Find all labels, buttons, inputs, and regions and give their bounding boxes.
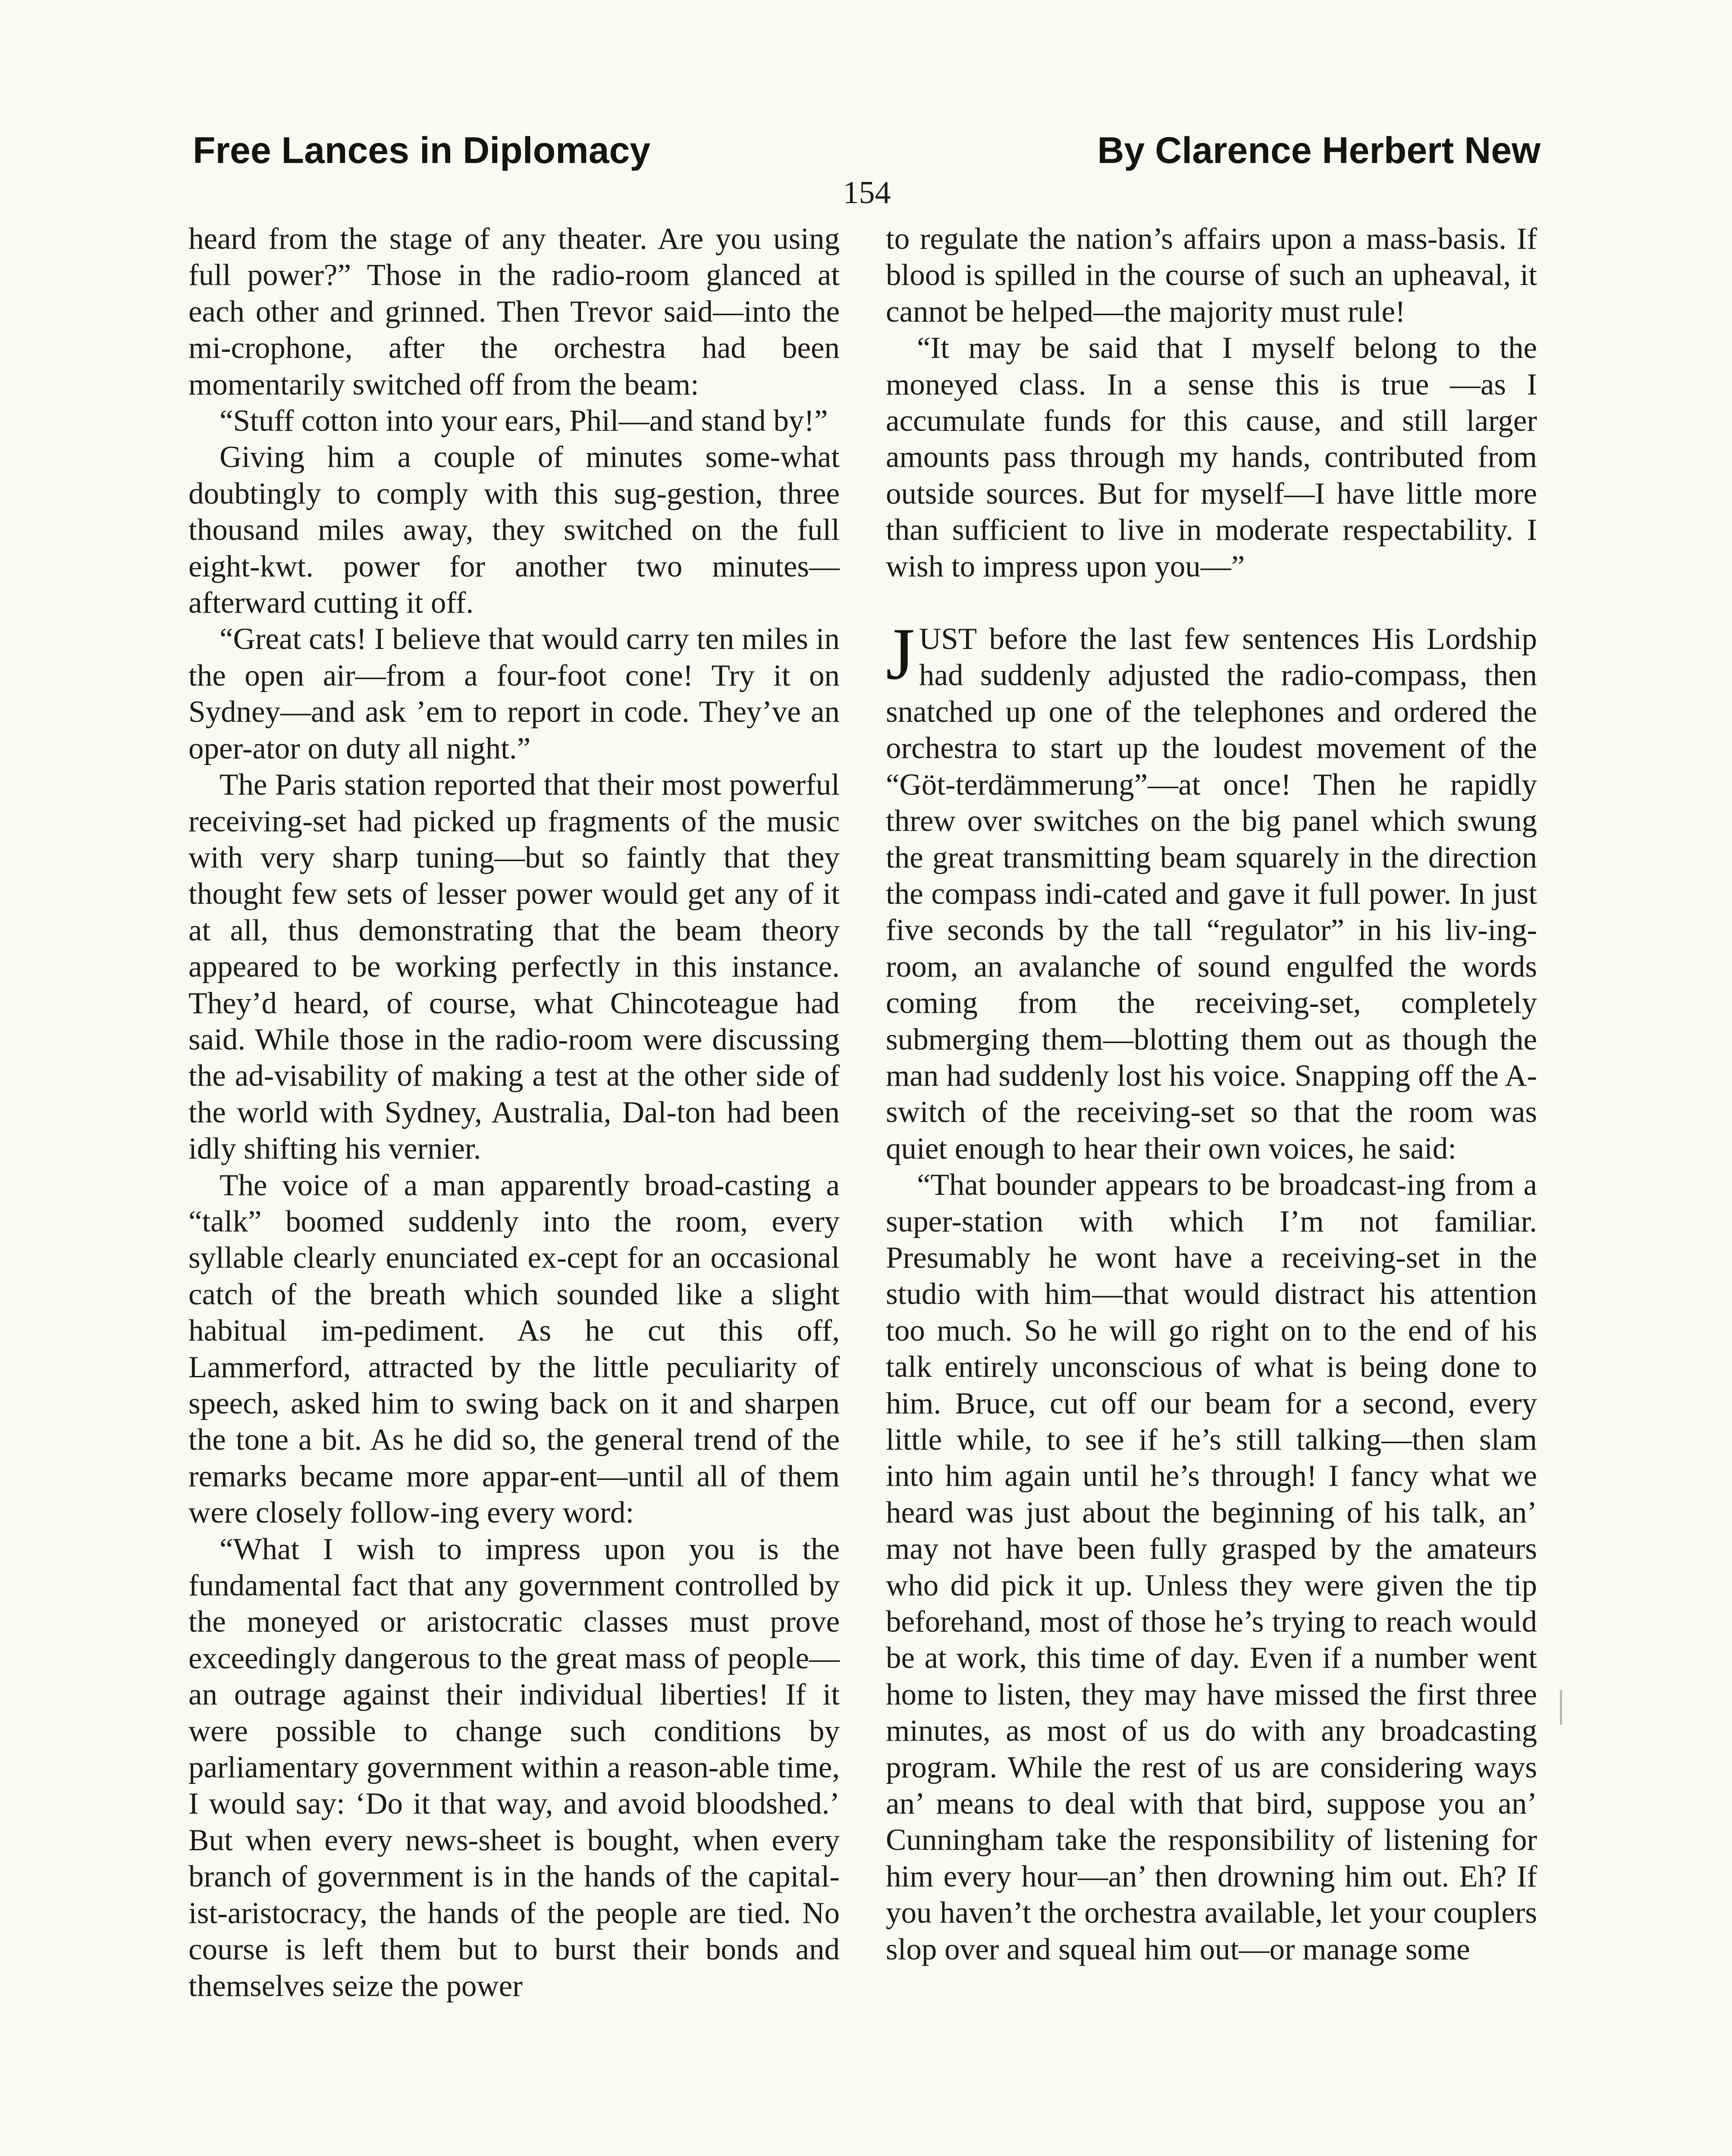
section-paragraph [886,613,1537,1167]
paragraph: “What I wish to impress upon you is the fundamental fact that any government controlled by the moneyed or aristocratic classes must prove exceedingly dangerous to the great mass of people—an outrage against their individual liberties! If it were possible to change such conditions by parliamentary government within a reason-able time, I would say: ‘Do it that way, and avoid bloodshed.’ But when every news-sheet is bought, when every branch of government is in the hands of the capital-ist-aristocracy, the hands of the people are tied. No course is left them but to burst their bonds and themselves seize the power [188,1532,840,2003]
paragraph: heard from the stage of any theater. Are you using full power?” Those in the radio-room glanced at each other and grinned. Then Trevor said—into the mi-crophone, after the orchestra had been momentarily switched off from the beam: [188,222,840,401]
running-head [193,129,1541,172]
author-byline: By Clarence Herbert New [1097,130,1541,171]
story-title: Free Lances in Diplomacy [193,130,651,171]
left-column [188,221,840,2004]
paragraph: “Great cats! I believe that would carry ten miles in the open air—from a four-foot cone! Try it on Sydney—and ask ’em to report in code. They’ve an oper-ator on duty all night.” [188,622,840,765]
paragraph: “It may be said that I myself belong to the moneyed class. In a sense this is true —as I accumulate funds for this cause, and still larger amounts pass through my hands, contributed from outside sources. But for myself—I have little more than sufficient to live in moderate respectability. I wish to impress upon you—” [886,331,1537,583]
print-mark [1560,1690,1562,1725]
paragraph: Giving him a couple of minutes some-what doubtingly to comply with this sug-gestion, three thousand miles away, they switched on the full eight-kwt. power for another two minutes—afterward cutting it off. [188,440,840,620]
paragraph: The voice of a man apparently broad-casting a “talk” boomed suddenly into the room, every syllable clearly enunciated ex-cept for an occasional catch of the breath which sounded like a slight habitual im-pediment. As he cut this off, Lammerford, attracted by the little peculiarity of speech, asked him to swing back on it and sharpen the tone a bit. As he did so, the general trend of the remarks became more appar-ent—until all of them were closely follow-ing every word: [188,1168,840,1530]
paragraph: to regulate the nation’s affairs upon a mass-basis. If blood is spilled in the course of such an upheaval, it cannot be helped—the majority must rule! [886,222,1537,329]
paragraph: The Paris station reported that their most powerful receiving-set had picked up fragments of the music with very sharp tuning—but so faintly that they thought few sets of lesser power would get any of it at all, thus demonstrating that the beam theory appeared to be working perfectly in this instance. They’d heard, of course, what Chincoteague had said. While those in the radio-room were discussing the ad-visability of making a test at the other side of the world with Sydney, Australia, Dal-ton had been idly shifting his vernier. [188,768,840,1166]
drop-cap: J [886,613,915,696]
paragraph-text: before the last few sentences His Lordship had suddenly adjusted the radio-compass, then snatched up one of the telephones and ordered the orchestra to start up the loudest movement of the “Göt-terdämmerung”—at once! Then he rapidly threw over switches on the big panel which swung the great transmitting beam squarely in the direction the compass indi-cated and gave it full power. In just five seconds by the tall “regulator” in his liv-ing-room, an avalanche of sound engulfed the words coming from the receiving-set, completely submerging them—blotting them out as though the man had suddenly lost his voice. Snapping off the A-switch of the receiving-set so that the room was quiet enough to hear their own voices, he said: [886,622,1537,1166]
right-column [886,221,1537,1968]
small-caps-lead: UST [919,622,977,656]
page-number: 154 [843,175,891,210]
paragraph: “That bounder appears to be broadcast-ing from a super-station with which I’m not familiar. Presumably he wont have a receiving-set in the studio with him—that would distract his attention too much. So he will go right on to the end of his talk entirely unconscious of what is being done to him. Bruce, cut off our beam for a second, every little while, to see if he’s still talking—then slam into him again until he’s through! I fancy what we heard was just about the beginning of his talk, an’ may not have been fully grasped by the amateurs who did pick it up. Unless they were given the tip beforehand, most of those he’s trying to reach would be at work, this time of day. Even if a number went home to listen, they may have missed the first three minutes, as most of us do with any broadcasting program. While the rest of us are considering ways an’ means to deal with that bird, suppose you an’ Cunningham take the responsibility of listening for him every hour—an’ then drowning him out. Eh? If you haven’t the orchestra available, let your couplers slop over and squeal him out—or manage some [886,1168,1537,1966]
paragraph: “Stuff cotton into your ears, Phil—and stand by!” [220,404,828,438]
